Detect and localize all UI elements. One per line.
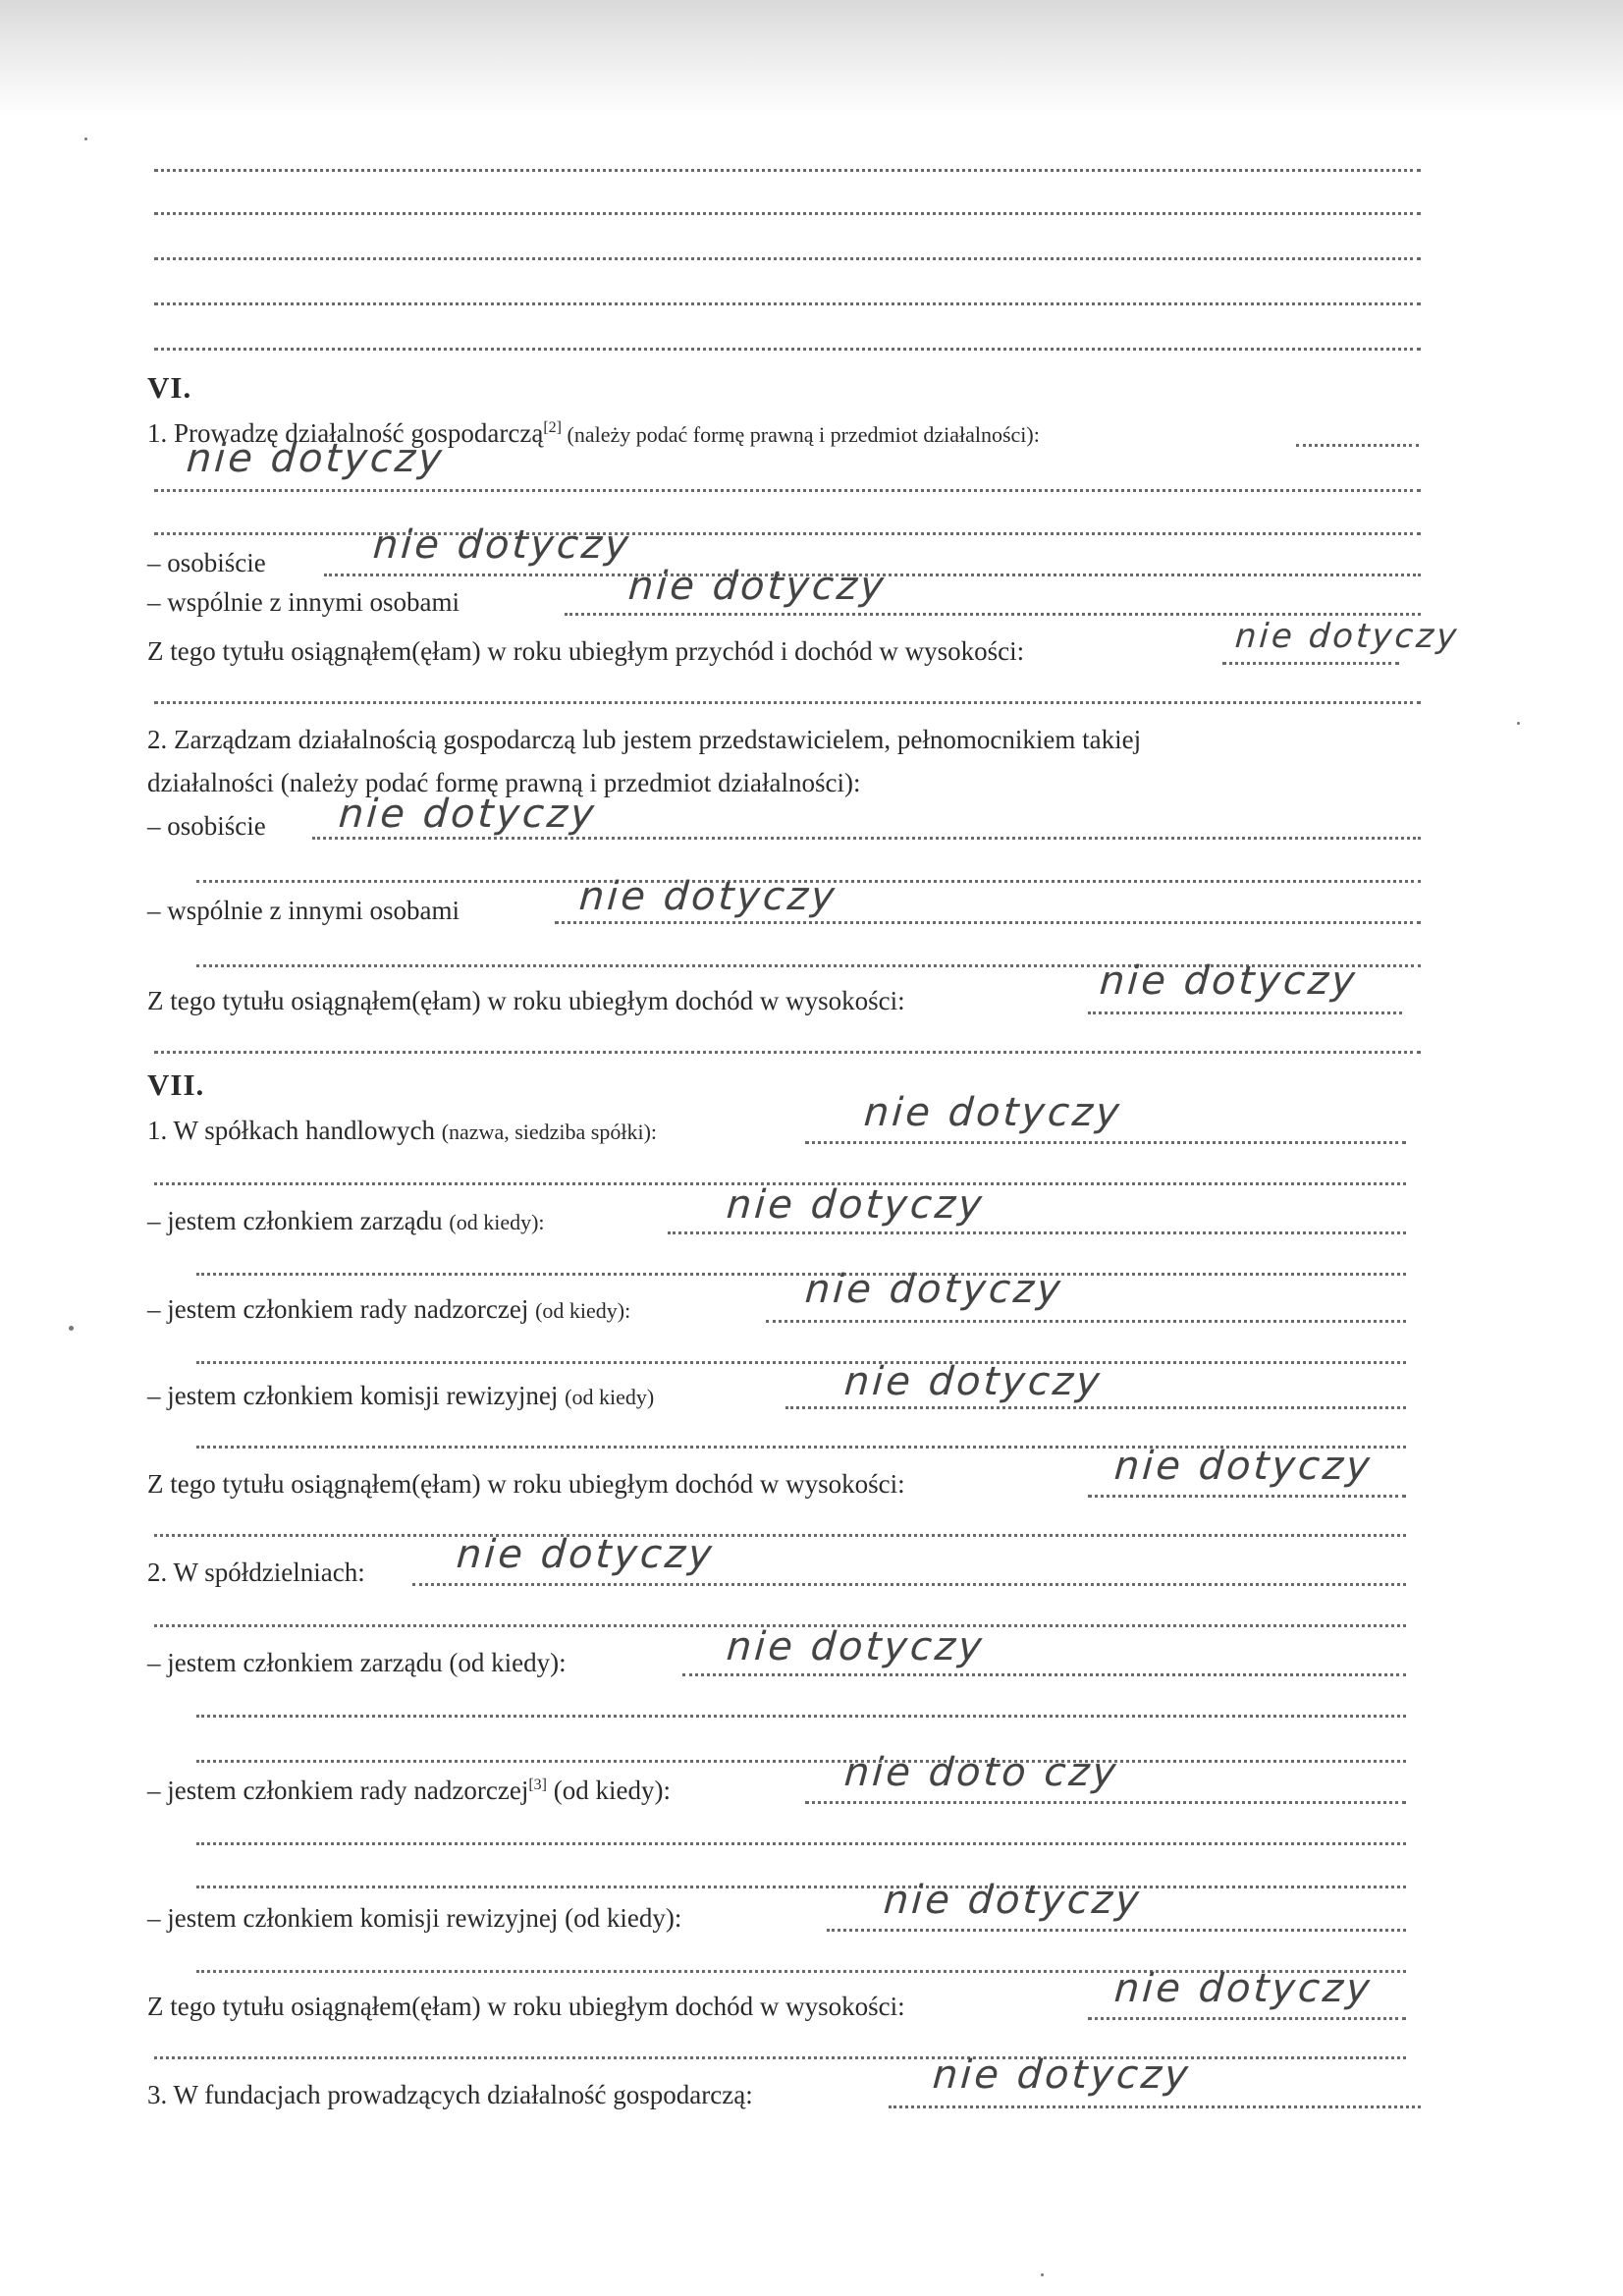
scan-speck xyxy=(69,1326,74,1331)
fill-line xyxy=(565,613,1421,616)
fill-line xyxy=(827,1929,1406,1932)
blank-line xyxy=(154,212,1421,215)
fill-line xyxy=(1088,2017,1406,2020)
fill-line xyxy=(805,1141,1406,1144)
fill-line xyxy=(1088,1495,1406,1498)
fill-line xyxy=(766,1320,1406,1323)
fill-line xyxy=(682,1673,1406,1676)
vii-item2-board-answer: nie dotyczy xyxy=(725,1624,987,1669)
scan-speck xyxy=(1041,2273,1044,2276)
blank-line xyxy=(196,1886,1406,1888)
blank-line xyxy=(154,2056,1406,2059)
fill-line xyxy=(555,921,1421,924)
fill-line xyxy=(154,489,1421,492)
vii-item1-audit-label: – jestem członkiem komisji rewizyjnej (od kiedy) xyxy=(147,1381,655,1410)
fill-line xyxy=(312,837,1421,840)
section-vii-heading: VII. xyxy=(147,1067,205,1102)
blank-line xyxy=(196,1760,1406,1763)
vii-item1-supervisory-label: – jestem członkiem rady nadzorczej (od kiedy): xyxy=(147,1294,631,1324)
scan-shadow xyxy=(0,0,1623,118)
vi-item1-personally-answer: nie dotyczy xyxy=(371,522,633,568)
fill-line xyxy=(1088,1011,1402,1014)
section-vi-heading: VI. xyxy=(147,370,192,405)
fill-line xyxy=(1222,662,1399,665)
vi-item1-answer: nie dotyczy xyxy=(185,436,447,481)
fill-line xyxy=(785,1406,1406,1409)
vii-item2-supervisory-label: – jestem członkiem rady nadzorczej[3] (od kiedy): xyxy=(147,1776,671,1805)
vi-item1-personally-label: – osobiście xyxy=(147,548,266,577)
vii-item2-audit-label: – jestem członkiem komisji rewizyjnej (od kiedy): xyxy=(147,1903,682,1933)
vi-item2-personally-label: – osobiście xyxy=(147,811,266,841)
vi-item2-personally-answer: nie dotyczy xyxy=(337,792,599,837)
vi-item1-jointly-answer: nie dotyczy xyxy=(626,564,889,609)
vii-item2-income-answer: nie dotyczy xyxy=(1112,1966,1375,2011)
vi-item1-jointly-label: – wspólnie z innymi osobami xyxy=(147,587,460,617)
vi-item2-label-line1: 2. Zarządzam działalnością gospodarczą lub jestem przedstawicielem, pełnomocnikiem takiej xyxy=(147,725,1142,754)
vi-item2-jointly-label: – wspólnie z innymi osobami xyxy=(147,896,460,925)
blank-line xyxy=(154,169,1421,172)
vi-item2-income-answer: nie dotyczy xyxy=(1098,958,1360,1004)
blank-line xyxy=(154,1534,1406,1537)
blank-line xyxy=(154,348,1421,351)
vii-item1-income-answer: nie dotyczy xyxy=(1112,1444,1375,1489)
vi-item2-jointly-answer: nie dotyczy xyxy=(577,874,839,919)
blank-line xyxy=(154,257,1421,260)
blank-line xyxy=(196,1273,1406,1276)
vii-item1-answer: nie dotyczy xyxy=(862,1090,1124,1135)
vii-item1-label: 1. W spółkach handlowych (nazwa, siedziba spółki): xyxy=(147,1116,658,1145)
vii-item2-board-label: – jestem członkiem zarządu (od kiedy): xyxy=(147,1648,567,1677)
vi-item1-income-label: Z tego tytułu osiągnąłem(ęłam) w roku ubiegłym przychód i dochód w wysokości: xyxy=(147,636,1025,666)
vii-item1-board-answer: nie dotyczy xyxy=(725,1182,987,1228)
vii-item1-income-label: Z tego tytułu osiągnąłem(ęłam) w roku ubiegłym dochód w wysokości: xyxy=(147,1469,905,1499)
blank-line xyxy=(154,302,1421,305)
vi-item2-income-label: Z tego tytułu osiągnąłem(ęłam) w roku ubiegłym dochód w wysokości: xyxy=(147,986,905,1015)
blank-line xyxy=(154,701,1421,704)
fill-line xyxy=(1296,444,1419,447)
vii-item2-income-label: Z tego tytułu osiągnąłem(ęłam) w roku ubiegłym dochód w wysokości: xyxy=(147,1992,905,2021)
vii-item1-supervisory-answer: nie dotyczy xyxy=(803,1267,1065,1312)
blank-line xyxy=(154,532,1421,535)
vii-item2-supervisory-answer: nie doto czy xyxy=(842,1750,1120,1795)
vi-item2-label-line2: działalności (należy podać formę prawną i przedmiot działalności): xyxy=(147,768,861,797)
blank-line xyxy=(154,1051,1421,1054)
vii-item2-audit-answer: nie dotyczy xyxy=(882,1878,1144,1923)
blank-line xyxy=(196,1842,1406,1845)
vii-item1-board-label: – jestem członkiem zarządu (od kiedy): xyxy=(147,1206,545,1235)
vii-item1-audit-answer: nie dotyczy xyxy=(842,1359,1105,1404)
fill-line xyxy=(668,1231,1406,1234)
fill-line xyxy=(889,2105,1421,2108)
vii-item2-answer: nie dotyczy xyxy=(455,1532,717,1577)
scan-speck xyxy=(1517,722,1520,725)
vi-item1-label: 1. Prowadzę działalność gospodarczą[2] (należy podać formę prawną i przedmiot działalności): xyxy=(147,418,1040,448)
vii-item2-label: 2. W spółdzielniach: xyxy=(147,1558,365,1587)
vi-item1-income-answer: nie dotyczy xyxy=(1233,617,1461,656)
fill-line xyxy=(412,1583,1406,1586)
fill-line xyxy=(805,1801,1406,1804)
scan-speck xyxy=(84,137,87,140)
vii-item3-label: 3. W fundacjach prowadzących działalność gospodarczą: xyxy=(147,2080,753,2109)
blank-line xyxy=(196,1715,1406,1718)
blank-line xyxy=(196,1361,1406,1364)
vii-item3-answer: nie dotyczy xyxy=(931,2052,1193,2098)
